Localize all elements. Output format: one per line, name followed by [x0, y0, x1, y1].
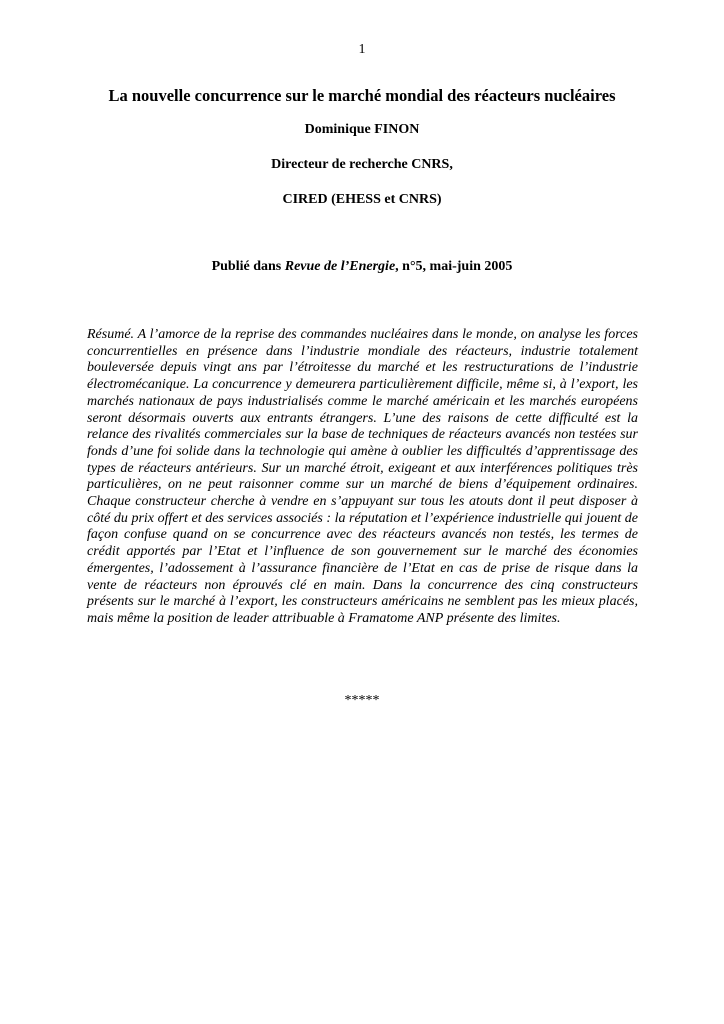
author-name: Dominique FINON	[304, 122, 420, 137]
page-number: 1	[358, 42, 366, 57]
publication-prefix: Publié dans	[211, 259, 285, 274]
journal-name: Revue de l’Energie	[284, 259, 396, 274]
publication-info	[0, 259, 724, 275]
section-separator: *****	[344, 693, 380, 708]
document-title: La nouvelle concurrence sur le marché mondial des réacteurs nucléaires	[108, 86, 616, 105]
author-role: Directeur de recherche CNRS,	[271, 157, 453, 172]
author-affiliation: CIRED (EHESS et CNRS)	[282, 192, 442, 207]
abstract-text: Résumé. A l’amorce de la reprise des commandes nucléaires dans le monde, on analyse les forces concurrentielles en présence dans l’industrie mondiale des réacteurs, industrie totalement bouleversée depuis vingt ans par l’étroitesse du marché et les restructurations de l’industrie électromécanique. La concurrence y demeurera particulièrement difficile, même si, à l’export, les marchés nationaux de pays industrialisés comme le marché américain et les marchés européens seront désormais ouverts aux entrants étrangers. L’une des raisons de cette difficulté est la relance des rivalités commerciales sur la base de techniques de réacteurs avancés non testées sur fonds d’une foi solide dans la technologie qui amène à oublier les difficultés d’apprentissage des types de réacteurs antérieurs. Sur un marché étroit, exigeant et aux interférences politiques très particulières, on ne peut raisonner comme sur un marché de biens d’équipement ordinaires. Chaque constructeur cherche à vendre en s’appuyant sur tous les atouts dont il peut disposer à côté du prix offert et des services associés : la réputation et l’expérience industrielle qui jouent de façon confuse quand on se concurrence avec des réacteurs avancés non testés, les termes de crédit apportés par l’Etat et l’influence de son gouvernement sur le marché des économies émergentes, l’adossement à l’assurance financière de l’Etat en cas de prise de risque dans la vente de réacteurs non éprouvés clé en main. Dans la concurrence des cinq constructeurs présents sur le marché à l’export, les constructeurs américains ne semblent pas les mieux placés, mais même la position de leader attribuable à Framatome ANP présente des limites.	[87, 327, 638, 626]
publication-suffix: , n°5, mai-juin 2005	[395, 259, 513, 274]
